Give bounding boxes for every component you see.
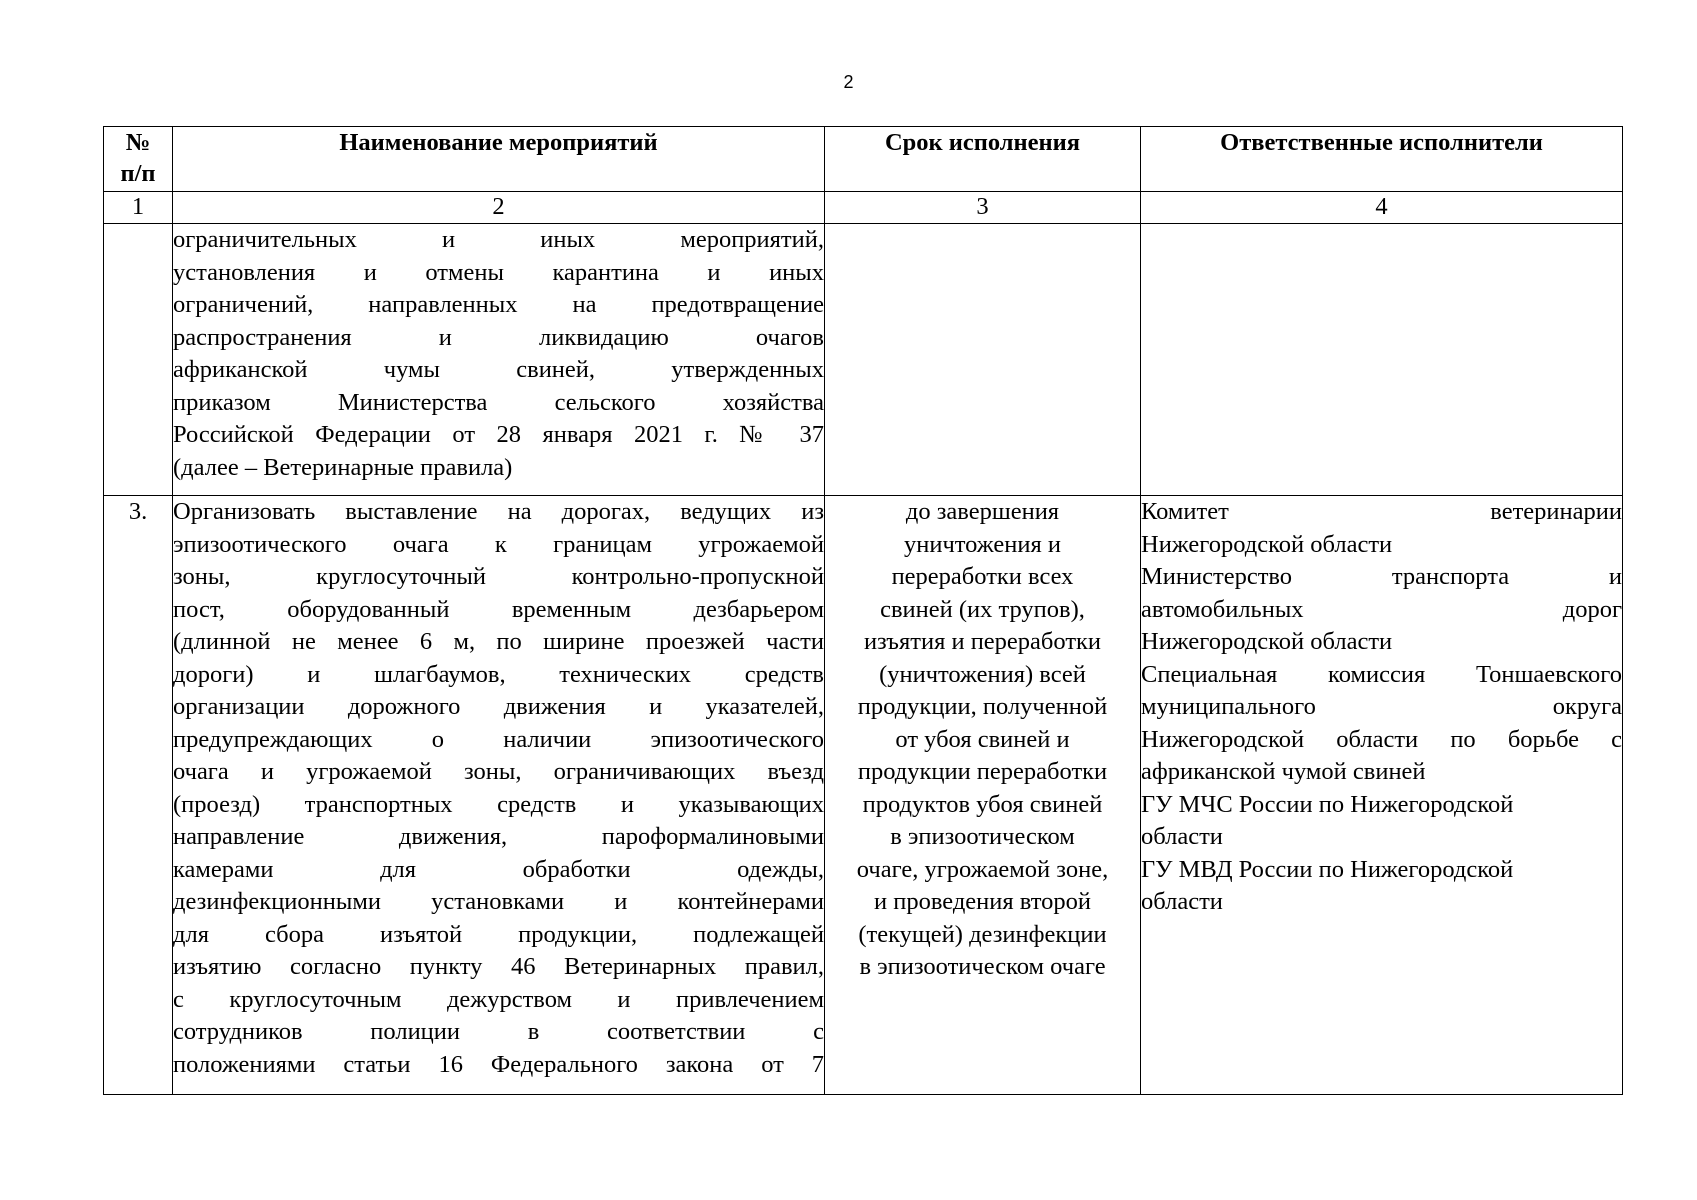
text-line: (длинной не менее 6 м, по ширине проезжей части xyxy=(173,628,824,655)
activity-text xyxy=(173,496,825,1095)
term-line: очаге, угрожаемой зоне, xyxy=(856,855,1109,883)
header-number xyxy=(104,127,173,192)
column-index: 1 xyxy=(104,192,173,224)
responsible-line: африканской чумой свиней xyxy=(1141,758,1426,785)
text-line: установления и отмены карантина и иных xyxy=(173,258,824,286)
responsible-cell xyxy=(1141,224,1623,496)
text-line: приказом Министерства сельского хозяйства xyxy=(173,388,824,416)
responsible-line: Нижегородской области xyxy=(1141,628,1393,655)
text-line: эпизоотического очага к границам угрожаемой xyxy=(173,530,824,558)
row-number: 3. xyxy=(104,496,173,1095)
table-row xyxy=(104,224,1623,496)
term-line: от убоя свиней и xyxy=(895,725,1070,753)
term-line: и проведения второй xyxy=(874,888,1091,915)
text-line: для сбора изъятой продукции, подлежащей xyxy=(173,920,824,948)
text-line: африканской чумы свиней, утвержденных xyxy=(173,356,824,383)
term-line: в эпизоотическом очаге xyxy=(859,953,1106,980)
text-line: Российской Федерации от 28 января 2021 г. № 37 xyxy=(173,421,824,448)
text-line: очага и угрожаемой зоны, ограничивающих въезд xyxy=(173,758,824,785)
header-responsible: Ответственные исполнители xyxy=(1141,127,1623,192)
responsible-line: области xyxy=(1141,888,1223,915)
table-header-row xyxy=(104,127,1623,192)
responsible-cell xyxy=(1141,496,1623,1095)
term-line: (уничтожения) всей xyxy=(879,660,1086,688)
text-line: Организовать выставление на дорогах, ведущих из xyxy=(173,498,824,525)
responsible-line: ГУ МВД России по Нижегородской xyxy=(1141,855,1514,883)
header-number-line: п/п xyxy=(120,160,156,187)
term-cell xyxy=(825,224,1141,496)
text-line: изъятию согласно пункту 46 Ветеринарных правил, xyxy=(173,953,824,980)
text-line: дезинфекционными установками и контейнерами xyxy=(173,888,824,915)
activity-text xyxy=(173,224,825,496)
responsible-line: Нижегородской области xyxy=(1141,530,1393,558)
column-index-row xyxy=(104,192,1623,224)
term-line: изъятия и переработки xyxy=(863,628,1102,655)
header-number-line: № xyxy=(125,129,151,156)
text-line: зоны, круглосуточный контрольно-пропускной xyxy=(173,563,824,590)
page-number: 2 xyxy=(843,72,854,92)
column-index: 3 xyxy=(825,192,1141,224)
term-line: свиней (их трупов), xyxy=(880,595,1085,623)
text-line: ограничений, направленных на предотвращение xyxy=(173,291,824,318)
responsible-line: Комитет ветеринарии xyxy=(1141,498,1622,525)
responsible-line: Нижегородской области по борьбе с xyxy=(1141,725,1622,753)
row-number xyxy=(104,224,173,496)
responsible-entry xyxy=(1141,561,1622,659)
text-line: с круглосуточным дежурством и привлечением xyxy=(173,985,824,1013)
text-line: дороги) и шлагбаумов, технических средств xyxy=(173,660,824,688)
responsible-entry xyxy=(1141,789,1622,854)
column-index: 4 xyxy=(1141,192,1623,224)
term-line: (текущей) дезинфекции xyxy=(858,920,1107,948)
responsible-line: Специальная комиссия Тоншаевского xyxy=(1141,660,1622,688)
responsible-line: области xyxy=(1141,823,1223,850)
text-line: сотрудников полиции в соответствии с xyxy=(173,1018,824,1045)
column-index: 2 xyxy=(173,192,825,224)
text-line: камерами для обработки одежды, xyxy=(173,855,824,883)
term-line: в эпизоотическом xyxy=(890,823,1075,850)
text-line: (далее – Ветеринарные правила) xyxy=(173,453,513,481)
responsible-entry xyxy=(1141,496,1622,561)
responsible-line: муниципального округа xyxy=(1141,693,1622,720)
text-line: ограничительных и иных мероприятий, xyxy=(173,226,824,253)
responsible-line: ГУ МЧС России по Нижегородской xyxy=(1141,790,1514,818)
term-line: переработки всех xyxy=(891,563,1074,590)
activities-table xyxy=(103,126,1623,1095)
responsible-line: Министерство транспорта и xyxy=(1141,563,1622,590)
responsible-entry xyxy=(1141,659,1622,789)
term-line: продукции, полученной xyxy=(857,693,1108,720)
text-line: пост, оборудованный временным дезбарьером xyxy=(173,595,824,623)
text-line: распространения и ликвидацию очагов xyxy=(173,323,824,351)
text-line: (проезд) транспортных средств и указывающих xyxy=(173,790,824,818)
text-line: положениями статьи 16 Федерального закона от 7 xyxy=(173,1050,824,1078)
responsible-line: автомобильных дорог xyxy=(1141,595,1622,623)
term-line: уничтожения и xyxy=(903,530,1062,558)
responsible-entry xyxy=(1141,854,1622,919)
term-cell xyxy=(825,496,1141,1095)
term-line: до завершения xyxy=(905,498,1060,525)
text-line: предупреждающих о наличии эпизоотического xyxy=(173,725,824,753)
text-line: организации дорожного движения и указателей, xyxy=(173,693,824,720)
term-line: продуктов убоя свиней xyxy=(862,790,1103,818)
term-line: продукции переработки xyxy=(857,758,1108,785)
table-row xyxy=(104,496,1623,1095)
header-term: Срок исполнения xyxy=(825,127,1141,192)
text-line: направление движения, пароформалиновыми xyxy=(173,823,824,850)
header-activity-name: Наименование мероприятий xyxy=(173,127,825,192)
